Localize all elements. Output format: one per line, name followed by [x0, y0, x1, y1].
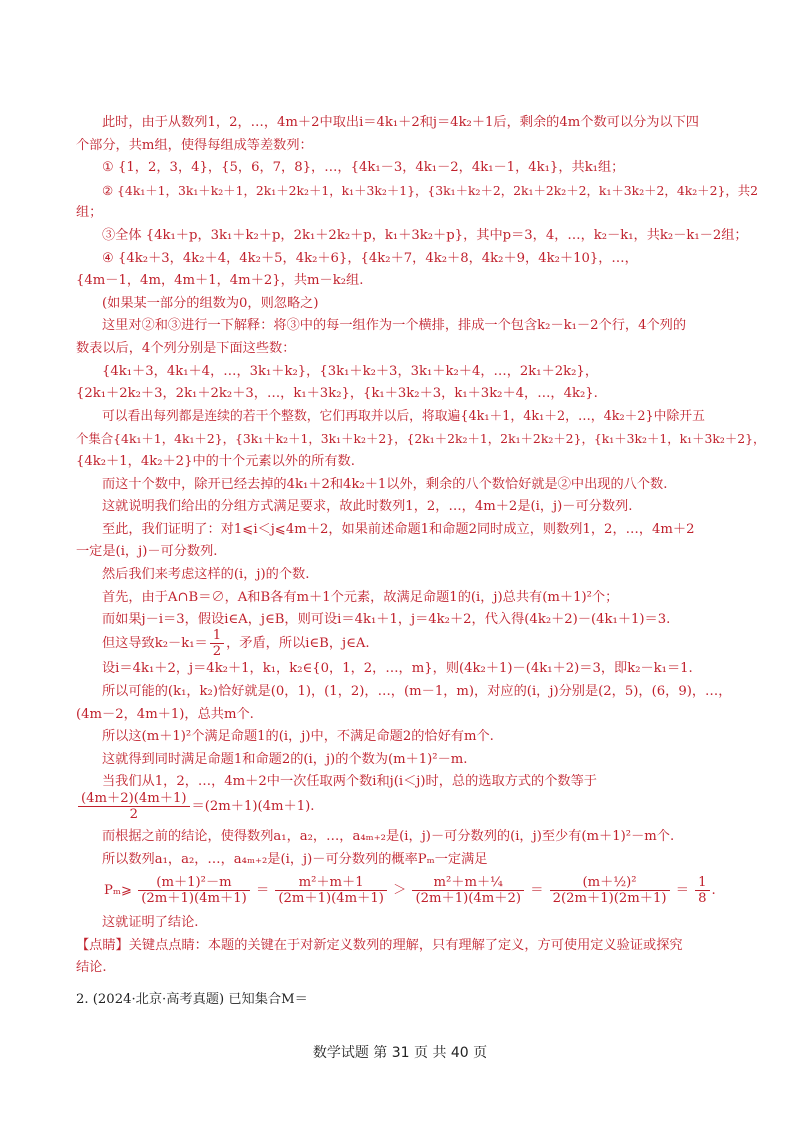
text-line: 然后我们来考虑这样的(i，j)的个数. — [102, 567, 310, 582]
text-line: 一定是(i，j)－可分数列. — [76, 544, 218, 559]
text-line: ① {1，2，3，4}，{5，6，7，8}，…，{4k₁－3，4k₁－2，4k₁－1，4k₁}，共k₁组； — [102, 160, 625, 175]
fraction-numerator: (4m＋2)(4m＋1) — [78, 791, 190, 807]
fraction-numerator: 1 — [210, 628, 224, 644]
text-line: (如果某一部分的组数为0，则忽略之) — [102, 296, 319, 311]
text-line: 而如果j－i＝3，假设i∈A，j∈B，则可设i＝4k₁＋1，j＝4k₂＋2，代入得(4k₂＋2)－(4k₁＋1)＝3. — [102, 612, 671, 627]
fraction-denominator: 8 — [698, 891, 707, 906]
fraction — [412, 875, 524, 906]
fraction — [695, 875, 709, 906]
text-line: 此时，由于从数列1，2，…，4m＋2中取出i＝4k₁＋2和j＝4k₂＋1后，剩余的4m个数可以分为以下四 — [102, 115, 699, 130]
text-line: 所以可能的(k₁，k₂)恰好就是(0，1)，(1，2)，…，(m－1，m)，对应的(i，j)分别是(2，5)，(6，9)，…， — [102, 684, 732, 699]
text-line: 结论. — [76, 960, 107, 975]
text-line: 设i＝4k₁＋2，j＝4k₂＋1，k₁，k₂∈{0，1，2，…，m}，则(4k₂＋1)－(4k₁＋2)＝3，即k₂－k₁＝1. — [102, 661, 693, 676]
text-span: ＞ — [393, 883, 407, 898]
fraction-numerator: m²＋m＋¼ — [412, 875, 524, 891]
fraction-numerator: 1 — [695, 875, 709, 891]
count-formula — [76, 790, 314, 824]
fraction-denominator: (2m＋1)(4m＋1) — [141, 891, 247, 906]
fraction — [138, 875, 250, 906]
text-span: 但这导致k₂－k₁＝ — [102, 636, 208, 651]
text-line: 这就证明了结论. — [102, 915, 199, 930]
text-line: 而根据之前的结论，使得数列a₁，a₂，…，a₄ₘ₊₂是(i，j)－可分数列的(i，j)至少有(m＋1)²－m个. — [102, 829, 675, 844]
text-line: (4m－2，4m＋1)，总共m个. — [76, 707, 254, 722]
text-line: 个部分，共m组，使得每组成等差数列： — [76, 138, 313, 153]
page-footer: 数学试题 第 31 页 共 40 页 — [312, 1045, 488, 1061]
text-line: 而这十个数中，除开已经去掉的4k₁＋2和4k₂＋1以外，剩余的八个数恰好就是②中出现的八个数. — [102, 477, 668, 492]
text-line: {4k₂＋1，4k₂＋2}中的十个元素以外的所有数. — [76, 454, 355, 469]
text-line: 所以这(m＋1)²个满足命题1的(i，j)中，不满足命题2的恰好有m个. — [102, 729, 494, 744]
fraction — [275, 875, 387, 906]
text-line: 个集合{4k₁＋1，4k₁＋2}，{3k₁＋k₂＋1，3k₁＋k₂＋2}，{2k₁＋2k₂＋1，2k₁＋2k₂＋2}，{k₁＋3k₂＋1，k₁＋3k₂＋2}， — [76, 431, 766, 446]
fraction-denominator: 2(2m＋1)(2m＋1) — [552, 891, 667, 906]
text-line: 这就得到同时满足命题1和命题2的(i，j)的个数为(m＋1)²－m. — [102, 752, 468, 767]
text-line: {2k₁＋2k₂＋3，2k₁＋2k₂＋3，…，k₁＋3k₂}，{k₁＋3k₂＋3，k₁＋3k₂＋4，…，4k₂}. — [76, 386, 598, 401]
text-line: 这里对②和③进行一下解释：将③中的每一组作为一个横排，排成一个包含k₂－k₁－2个行，4个列的 — [102, 318, 687, 333]
text-span: ＝ — [530, 883, 544, 898]
text-span: ＝(2m＋1)(4m＋1). — [191, 799, 315, 814]
text-line: 至此，我们证明了：对1⩽i＜j⩽4m＋2，如果前述命题1和命题2同时成立，则数列1，2，…，4m＋2 — [102, 522, 695, 537]
text-span: Pₘ⩾ — [104, 883, 133, 898]
question-heading: 2. (2024·北京·高考真题) 已知集合M＝ — [76, 992, 308, 1007]
text-line: 数表以后，4个列分别是下面这些数： — [76, 341, 296, 356]
text-span: ，矛盾，所以i∈B，j∈A. — [226, 636, 370, 651]
text-line: ② {4k₁＋1，3k₁＋k₂＋1，2k₁＋2k₂＋1，k₁＋3k₂＋1}，{3k₁＋k₂＋2，2k₁＋2k₂＋2，k₁＋3k₂＋2，4k₂＋2}，共2 — [102, 183, 759, 198]
fraction — [550, 875, 670, 906]
text-line: 当我们从1，2，…，4m＋2中一次任取两个数i和j(i＜j)时，总的选取方式的个数等于 — [102, 774, 597, 789]
text-line: {4k₁＋3，4k₁＋4，…，3k₁＋k₂}，{3k₁＋k₂＋3，3k₁＋k₂＋4，…，2k₁＋2k₂}， — [102, 364, 599, 379]
fraction-denominator: 2 — [129, 807, 138, 822]
fraction — [210, 628, 224, 659]
text-line: 首先，由于A∩B＝∅，A和B各有m＋1个元素，故满足命题1的(i，j)总共有(m＋1)²个； — [102, 590, 619, 605]
text-span: ＝ — [255, 883, 270, 898]
text-line: {4m－1，4m，4m＋1，4m＋2}，共m－k₂组. — [76, 273, 364, 288]
text-line: ④ {4k₂＋3，4k₂＋4，4k₂＋5，4k₂＋6}，{4k₂＋7，4k₂＋8，4k₂＋9，4k₂＋10}，…， — [102, 251, 638, 266]
text-line: ③全体 {4k₁＋p，3k₁＋k₂＋p，2k₁＋2k₂＋p，k₁＋3k₂＋p}，其中p＝3，4，…，k₂－k₁，共k₂－k₁－2组； — [102, 228, 748, 243]
fraction-denominator: 2 — [212, 644, 222, 659]
key-point-line: 【点睛】关键点点睛：本题的关键在于对新定义数列的理解，只有理解了定义，方可使用定义验证或探究 — [76, 938, 683, 953]
fraction-numerator: m²＋m＋1 — [275, 875, 387, 891]
fraction-numerator: (m＋½)² — [550, 875, 670, 891]
fraction-denominator: (2m＋1)(4m＋1) — [278, 891, 384, 906]
text-line: 所以数列a₁，a₂，…，a₄ₘ₊₂是(i，j)－可分数列的概率Pₘ一定满足 — [102, 852, 488, 867]
fraction — [78, 791, 190, 822]
text-line: 这就说明我们给出的分组方式满足要求，故此时数列1，2，…，4m＋2是(i，j)－可分数列. — [102, 499, 633, 514]
contradiction-line — [102, 628, 370, 660]
fraction-denominator: (2m＋1)(4m＋2) — [415, 891, 521, 906]
text-span: . — [711, 883, 716, 898]
text-line: 组； — [76, 205, 103, 220]
probability-formula — [104, 871, 716, 911]
text-span: ＝ — [675, 883, 689, 898]
fraction-numerator: (m＋1)²－m — [138, 875, 250, 891]
text-line: 可以看出每列都是连续的若干个整数，它们再取并以后，将取遍{4k₁＋1，4k₁＋2，…，4k₂＋2}中除开五 — [102, 409, 705, 424]
